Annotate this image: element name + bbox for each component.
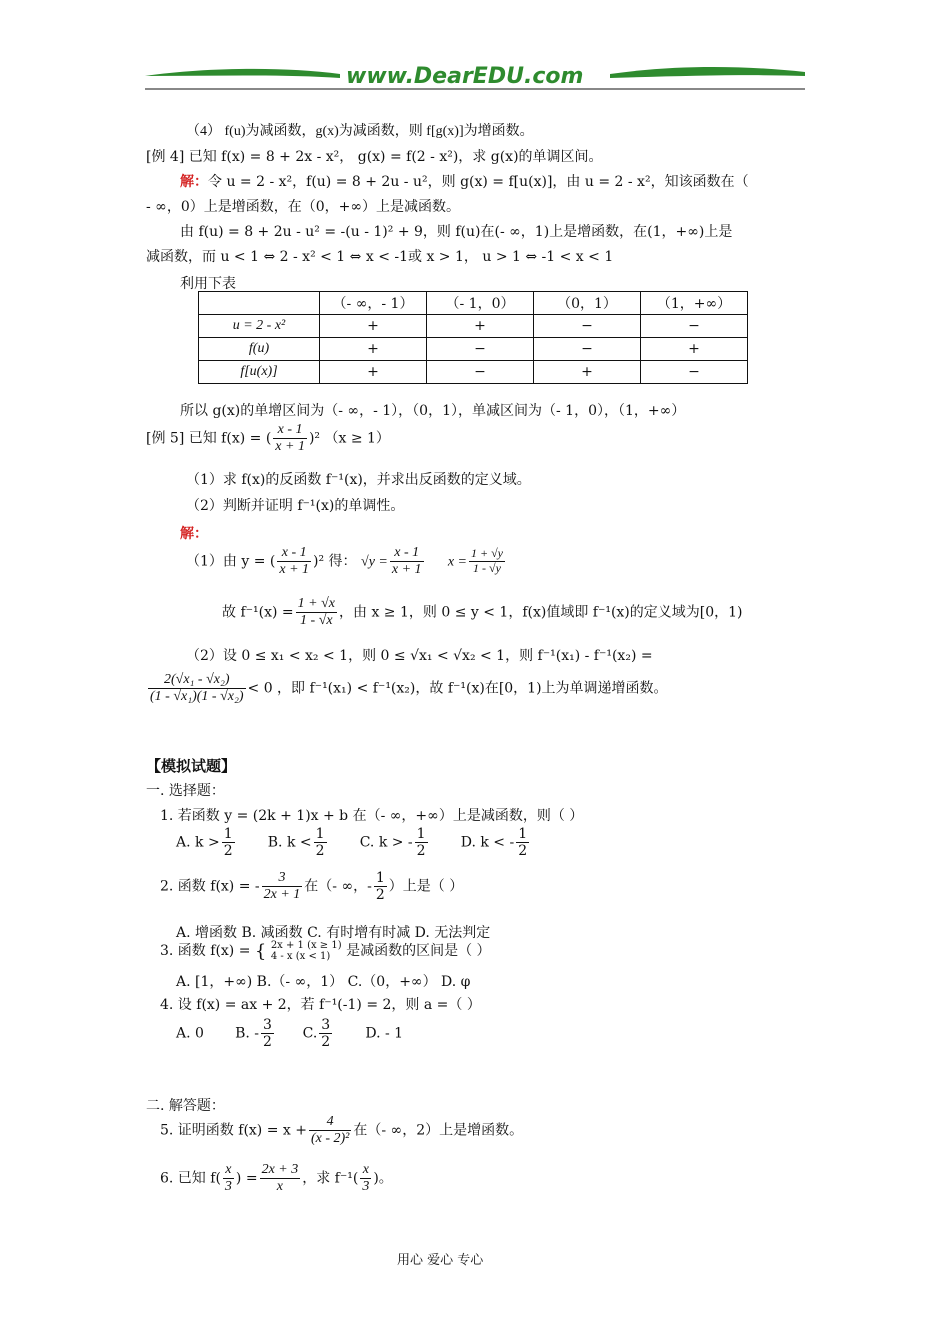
problem-6: 6. 已知 f( $\frac{x}{3}$ ) = $\frac{2x + 3}{x}$ ，求 f⁻¹( $\frac{x}{3}$ )。 (160, 1162, 393, 1195)
table-row: u = 2 - x² + + − − (199, 315, 748, 338)
table-header-row: （- ∞，- 1） （- 1，0） （0，1） （1，+∞） (199, 292, 748, 315)
table-row: f[u(x)] + − + − (199, 361, 748, 384)
table-row: f(u) + − − + (199, 338, 748, 361)
solution-line-1: 解：令 u = 2 - x²，f(u) = 8 + 2u - u²，则 g(x) = f[u(x)]，由 u = 2 - x²，知该函数在（ (180, 174, 749, 190)
solution-step-1: （1）由 y = ( $\frac{x - 1}{x + 1}$ )² 得： √y = $\frac{x - 1}{x + 1}$ x = $\frac{1 + √y}{1 - √y}$ (186, 545, 503, 578)
problem-4-options: A. 0 B. - $\frac{3}{2}$ C. $\frac{3}{2}$ D. - 1 (176, 1017, 404, 1051)
problem-2-options: A. 增函数 B. 减函数 C. 有时增有时减 D. 无法判定 (176, 925, 491, 941)
part-1-title: 一. 选择题： (146, 783, 225, 799)
problem-5: 5. 证明函数 f(x) = x + $\frac{4}{\text{(x - 2)²}}$ 在（- ∞，2）上是增函数。 (160, 1114, 524, 1147)
example-4: [例 4] 已知 f(x) = 8 + 2x - x²， g(x) = f(2 - x²)，求 g(x)的单调区间。 (146, 149, 603, 165)
solution-label-2: 解： (180, 526, 208, 542)
solution-line-4: 减函数，而 u < 1 ⇔ 2 - x² < 1 ⇔ x < -1或 x > 1， u > 1 ⇔ -1 < x < 1 (146, 249, 614, 265)
solution-label: 解： (180, 174, 208, 190)
section-title: 【模拟试题】 (146, 757, 237, 775)
solution-step-3: （2）设 0 ≤ x₁ < x₂ < 1，则 0 ≤ √x₁ < √x₂ < 1，则 f⁻¹(x₁) - f⁻¹(x₂) = (186, 648, 653, 664)
table-intro: 利用下表 (180, 276, 236, 292)
problem-1-options: A. k > $\frac{1}{2}$ B. k < $\frac{1}{2}$ C. k > - $\frac{1}{2}$ D. k < - $\frac{1}{2}$ (176, 826, 528, 860)
site-logo: www.DearEDU.com (346, 64, 584, 89)
solution-line-3: 由 f(u) = 8 + 2u - u² = -(u - 1)² + 9，则 f(u)在(- ∞，1)上是增函数，在(1，+∞)上是 (180, 224, 733, 240)
problem-3-options: A. [1，+∞) B.（- ∞，1） C.（0，+∞） D. φ (176, 974, 471, 990)
solution-step-2: 故 f⁻¹(x) = $\frac{1 + √x}{1 - √x}$ ，由 x ≥ 1，则 0 ≤ y < 1，f(x)值域即 f⁻¹(x)的定义域为[0，1) (222, 596, 743, 629)
footer-text: 用心 爱心 专心 (397, 1253, 484, 1268)
problem-3: 3. 函数 f(x) = { 2x + 1 (x ≥ 1) 4 - x (x < 1) 是减函数的区间是（ ） (160, 940, 491, 962)
problem-2: 2. 函数 f(x) = - $\frac{3}{2x + 1}$ 在（- ∞，- $\frac{1}{2}$ ）上是（ ） (160, 870, 464, 904)
fraction: $\frac{x - 1}{x + 1}$ (275, 422, 305, 455)
conclusion-line: 所以 g(x)的单增区间为（- ∞，- 1），（0，1），单减区间为（- 1，0），（1，+∞） (180, 403, 686, 419)
example-5: [例 5] 已知 f(x) = ( $\frac{x - 1}{x + 1}$ )² （x ≥ 1） (146, 422, 390, 455)
question-2: （2）判断并证明 f⁻¹(x)的单调性。 (186, 498, 405, 514)
sign-table (198, 291, 748, 384)
problem-1: 1. 若函数 y = (2k + 1)x + b 在（- ∞，+∞）上是减函数，则（ ） (160, 808, 584, 824)
part-2-title: 二. 解答题： (146, 1098, 225, 1114)
solution-step-4: $\frac{\text{2(√x₁ - √x₂)}}{\text{(1 - √x₁)(1 - √x₂)}}$ < 0 ，即 f⁻¹(x₁) < f⁻¹(x₂)，故 f⁻¹(x)在[0，1)上为单调递增函数。 (150, 672, 668, 705)
solution-line-2: - ∞，0）上是增函数，在（0，+∞）上是减函数。 (146, 199, 461, 215)
problem-4: 4. 设 f(x) = ax + 2，若 f⁻¹(-1) = 2，则 a =（ ） (160, 997, 481, 1013)
line-1: （4） f(u)为减函数，g(x)为减函数，则 f[g(x)]为增函数。 (186, 124, 534, 139)
question-1: （1）求 f(x)的反函数 f⁻¹(x)，并求出反函数的定义域。 (186, 472, 531, 488)
